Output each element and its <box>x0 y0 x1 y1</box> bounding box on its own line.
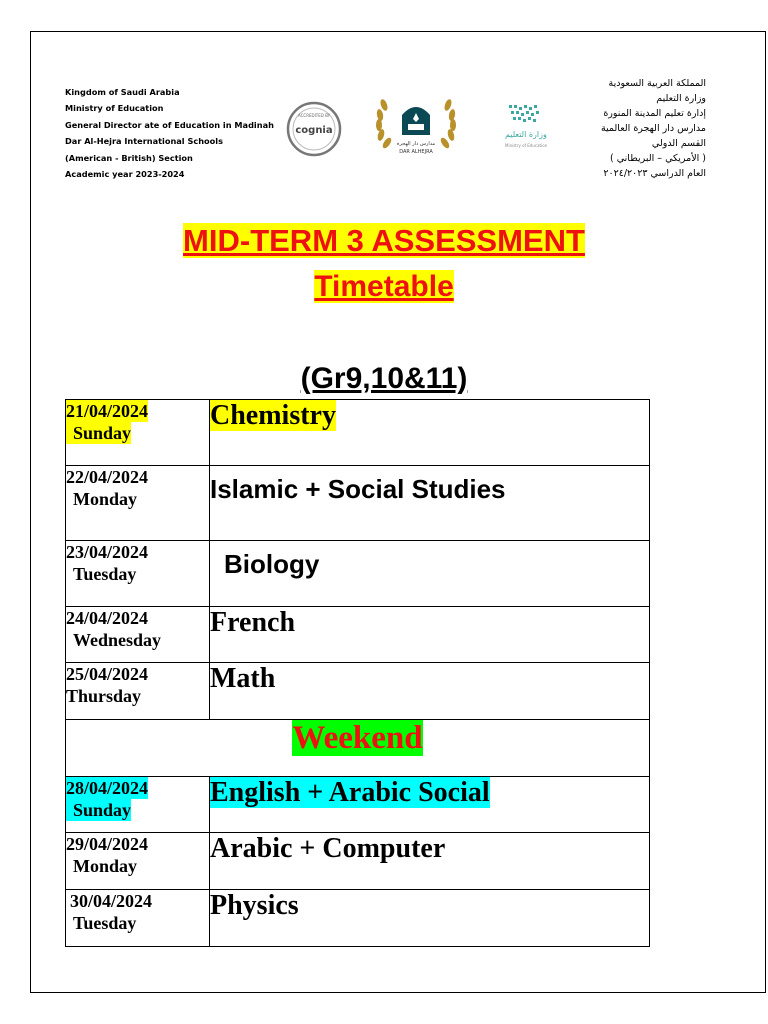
header-right-arabic <box>601 76 706 181</box>
day-text: Monday <box>73 856 138 876</box>
moe-english-text: Ministry of Education <box>505 143 548 148</box>
date-cell <box>66 663 210 720</box>
date-text: 29/04/2024 <box>66 834 149 854</box>
subject-cell <box>210 607 650 663</box>
day-text: Sunday <box>66 422 131 444</box>
subject-text: French <box>210 607 296 638</box>
dar-alhejra-logo <box>370 93 462 159</box>
subject-cell <box>210 777 650 833</box>
subject-text: Arabic + Computer <box>210 833 446 864</box>
grades-heading-text: (Gr9,10&11) <box>300 362 468 395</box>
date-cell <box>66 400 210 466</box>
subtitle <box>0 270 768 304</box>
day-text: Sunday <box>66 799 131 821</box>
subject-text: Physics <box>210 890 299 921</box>
day-text: Tuesday <box>73 564 137 584</box>
weekend-cell <box>66 720 650 777</box>
day-text: Tuesday <box>73 913 137 933</box>
weekend-row <box>66 720 650 777</box>
header-ar-line-type: ( الأمريكي – البريطاني ) <box>610 153 706 164</box>
subject-cell <box>210 833 650 890</box>
subject-cell <box>210 541 650 607</box>
table-row <box>66 833 650 890</box>
header-ar-line-section: القسم الدولي <box>651 138 706 149</box>
main-title <box>0 223 768 259</box>
day-text: Monday <box>73 489 138 509</box>
date-text: 23/04/2024 <box>66 542 149 562</box>
date-text: 30/04/2024 <box>70 891 153 911</box>
table-row <box>66 663 650 720</box>
header-line-academic-year: Academic year 2023-2024 <box>65 169 185 180</box>
cognia-accredited-text: ACCREDITED BY <box>297 113 331 118</box>
subject-cell <box>210 663 650 720</box>
subtitle-text: Timetable <box>314 270 454 303</box>
exam-timetable <box>65 399 650 947</box>
subject-cell <box>210 466 650 541</box>
date-cell <box>66 466 210 541</box>
subject-text: Biology <box>224 549 320 579</box>
left-laurel-icon <box>376 98 393 149</box>
table-row <box>66 607 650 663</box>
grades-heading <box>0 362 768 396</box>
table-row <box>66 466 650 541</box>
dar-alhejra-english-text: DAR ALHEJRA <box>399 149 433 155</box>
subject-text: Math <box>210 663 276 694</box>
date-text: 28/04/2024 <box>66 778 149 798</box>
header-line-directorate: General Director ate of Education in Madinah <box>65 119 274 130</box>
date-text: 25/04/2024 <box>66 664 149 684</box>
date-cell <box>66 890 210 947</box>
header-ar-line-kingdom: المملكة العربية السعودية <box>608 78 706 89</box>
header-line-section: (American - British) Section <box>65 152 193 163</box>
ministry-of-education-logo <box>485 103 555 151</box>
header-ar-line-academic-year: العام الدراسي ٢٠٢٤/٢٠٢٣ <box>603 168 706 179</box>
subject-text: Islamic + Social Studies <box>210 474 506 504</box>
date-cell <box>66 541 210 607</box>
right-laurel-icon <box>439 98 456 149</box>
cognia-logo <box>285 100 343 158</box>
weekend-text: Weekend <box>292 720 423 756</box>
date-cell <box>66 833 210 890</box>
header-line-kingdom: Kingdom of Saudi Arabia <box>65 87 180 97</box>
subject-text: Chemistry <box>210 400 336 431</box>
subject-cell <box>210 400 650 466</box>
table-row <box>66 777 650 833</box>
subject-cell <box>210 890 650 947</box>
header-ar-line-ministry: وزارة التعليم <box>656 93 706 104</box>
date-text: 21/04/2024 <box>66 401 149 421</box>
dar-alhejra-arabic-text: مدارس دار الهجرة <box>396 141 436 147</box>
day-text: Wednesday <box>73 630 162 650</box>
header-ar-line-directorate: إدارة تعليم المدينة المنورة <box>603 108 706 119</box>
table-row <box>66 890 650 947</box>
cognia-name-text: cognia <box>295 125 333 136</box>
day-text: Thursday <box>66 686 142 706</box>
date-text: 22/04/2024 <box>66 467 149 487</box>
main-title-text: MID-TERM 3 ASSESSMENT <box>183 223 585 258</box>
subject-text: English + Arabic Social <box>210 777 490 808</box>
header-line-school: Dar Al-Hejra International Schools <box>65 136 223 147</box>
moe-arabic-text: وزارة التعليم <box>505 130 547 139</box>
header-left-english <box>65 84 274 182</box>
table-row <box>66 400 650 466</box>
date-cell <box>66 777 210 833</box>
header-ar-line-school: مدارس دار الهجرة العالمية <box>600 123 706 134</box>
table-row <box>66 541 650 607</box>
date-text: 24/04/2024 <box>66 608 149 628</box>
header-line-ministry: Ministry of Education <box>65 103 164 114</box>
date-cell <box>66 607 210 663</box>
